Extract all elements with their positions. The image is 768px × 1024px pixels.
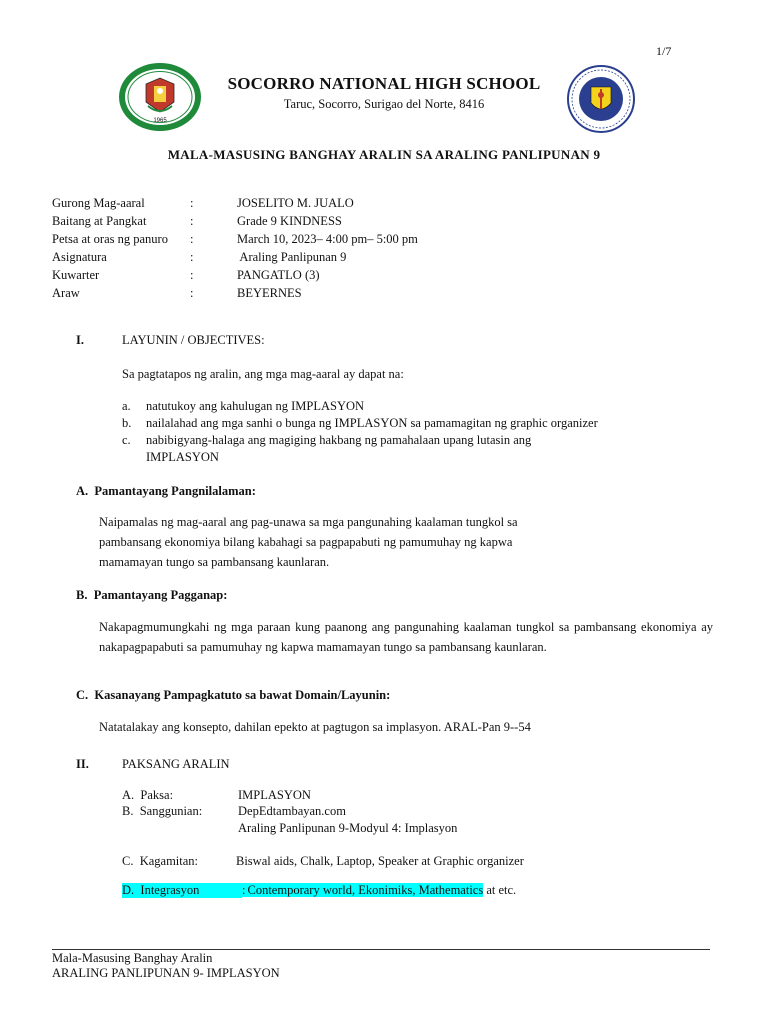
info-label: Baitang at Pangkat: [52, 214, 147, 228]
sanggunian-value: DepEdtambayan.com: [238, 804, 346, 818]
info-label: Araw: [52, 286, 80, 300]
document-title: MALA-MASUSING BANGHAY ARALIN SA ARALING PANLIPUNAN 9: [167, 147, 601, 162]
sectionB-text: Nakapagmumungkahi ng mga paraan kung paanong ang pangunahing kaalaman tungkol sa pambansang ekonomiya ay nakapagpapabuti sa pamumuhay ng kapwa mamamayan tungo sa pambansang kaunlaran.: [99, 620, 713, 654]
objective-text: natutukoy ang kahulugan ng IMPLASYON: [146, 399, 365, 413]
info-value: JOSELITO M. JUALO: [237, 196, 354, 210]
kagamitan-label: C. Kagamitan:: [122, 854, 199, 868]
section1-numeral: I.: [76, 333, 84, 347]
footer-line1: Mala-Masusing Banghay Aralin: [52, 951, 213, 965]
info-value: Grade 9 KINDNESS: [237, 214, 342, 228]
info-colon: :: [190, 196, 194, 210]
sectionA-heading: A. Pamantayang Pangnilalaman:: [76, 484, 256, 498]
objective-text: nabibigyang-halaga ang magiging hakbang ng pamahalaan upang lutasin ang: [146, 433, 532, 447]
objective-letter: b.: [122, 416, 132, 430]
sectionC-heading: C. Kasanayang Pampagkatuto sa bawat Domain/Layunin:: [76, 688, 391, 702]
footer-divider: [52, 949, 710, 950]
sectionA-line: mamamayan tungo sa pambansang kaunlaran.: [99, 555, 330, 569]
kagamitan-value: Biswal aids, Chalk, Laptop, Speaker at Graphic organizer: [236, 854, 524, 868]
integrasyon-value: Contemporary world, Ekonimiks, Mathematics: [247, 883, 484, 897]
school-logo-year: 1965: [153, 118, 167, 124]
info-value: BEYERNES: [237, 286, 302, 300]
objective-letter: a.: [122, 399, 131, 413]
sanggunian-value: Araling Panlipunan 9-Modyul 4: Implasyon: [238, 821, 458, 835]
info-value: Araling Panlipunan 9: [237, 250, 347, 264]
integrasyon-tail: at etc.: [483, 883, 517, 897]
integrasyon-colon: :: [242, 883, 246, 897]
info-colon: :: [190, 250, 194, 264]
sectionB-heading: B. Pamantayang Pagganap:: [76, 588, 228, 602]
info-colon: :: [190, 268, 194, 282]
info-label: Asignatura: [52, 250, 107, 264]
school-name: SOCORRO NATIONAL HIGH SCHOOL: [227, 74, 541, 93]
section1-intro: Sa pagtatapos ng aralin, ang mga mag-aaral ay dapat na:: [122, 367, 404, 381]
section2-numeral: II.: [76, 757, 89, 771]
page-number: 1/7: [656, 44, 672, 58]
objective-text-continued: IMPLASYON: [146, 450, 219, 464]
sanggunian-label: B. Sanggunian:: [122, 804, 203, 818]
info-label: Gurong Mag-aaral: [52, 196, 145, 210]
info-colon: :: [190, 232, 194, 246]
info-colon: :: [190, 214, 194, 228]
sectionC-text: Natatalakay ang konsepto, dahilan epekto at pagtugon sa implasyon. ARAL-Pan 9--54: [99, 720, 531, 734]
info-value: PANGATLO (3): [237, 268, 320, 282]
sectionA-line: Naipamalas ng mag-aaral ang pag-unawa sa mga pangunahing kaalaman tungkol sa: [99, 515, 518, 529]
objective-text: nailalahad ang mga sanhi o bunga ng IMPLASYON sa pamamagitan ng graphic organizer: [146, 416, 598, 430]
info-label: Kuwarter: [52, 268, 100, 282]
section1-title: LAYUNIN / OBJECTIVES:: [122, 333, 265, 347]
sectionA-line: pambansang ekonomiya bilang kabahagi sa pagpapabuti ng pamumuhay ng kapwa: [99, 535, 513, 549]
footer-line2: ARALING PANLIPUNAN 9- IMPLASYON: [52, 966, 280, 980]
integrasyon-row: [122, 883, 516, 898]
section2-title: PAKSANG ARALIN: [122, 757, 230, 771]
info-colon: :: [190, 286, 194, 300]
school-address: Taruc, Socorro, Surigao del Norte, 8416: [283, 97, 485, 111]
objective-letter: c.: [122, 433, 131, 447]
integrasyon-label: D. Integrasyon: [122, 883, 242, 898]
paksa-label: A. Paksa:: [122, 788, 174, 802]
info-value: March 10, 2023– 4:00 pm– 5:00 pm: [237, 232, 418, 246]
info-label: Petsa at oras ng panuro: [52, 232, 168, 246]
paksa-value: IMPLASYON: [238, 788, 311, 802]
